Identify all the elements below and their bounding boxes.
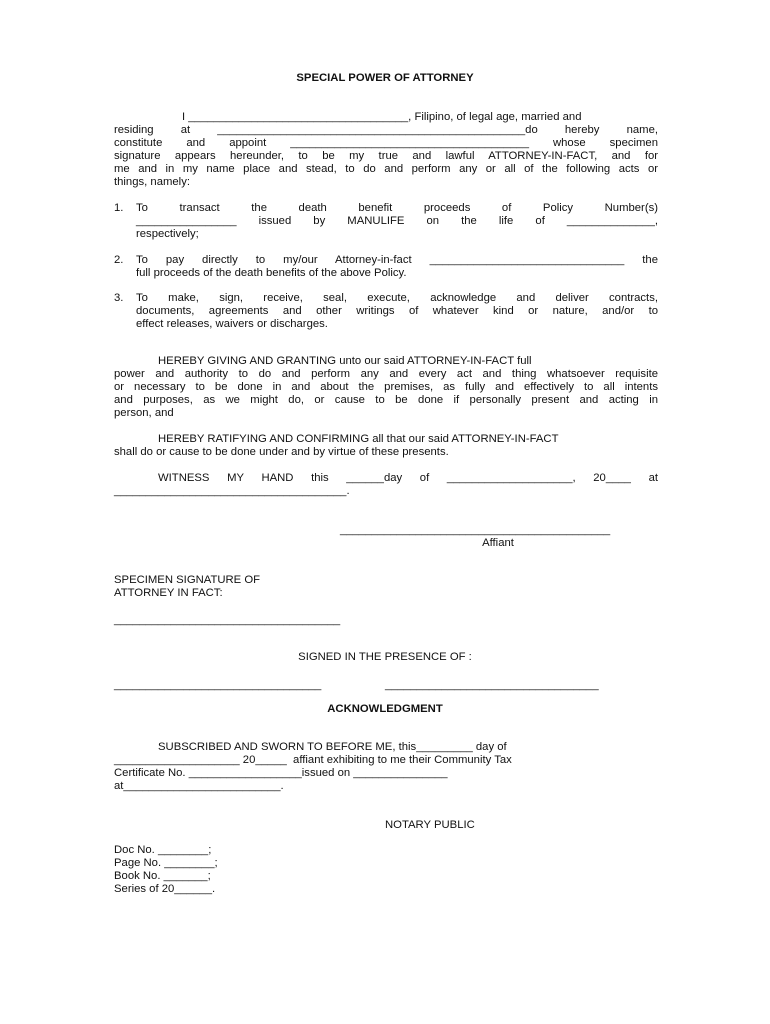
ratifying-line-2: shall do or cause to be done under and by virtue of these presents. xyxy=(114,446,449,458)
specimen-label-1: SPECIMEN SIGNATURE OF xyxy=(114,574,261,586)
document-title: SPECIAL POWER OF ATTORNEY xyxy=(296,72,474,84)
witness-signature-line-left: _________________________________ xyxy=(114,679,322,691)
intro-line-5: me and in my name place and stead, to do and perform any or all of the following acts or xyxy=(114,162,658,175)
item-2-line-2: full proceeds of the death benefits of the above Policy. xyxy=(136,266,407,279)
ack-line-3: Certificate No. __________________issued on _______________ xyxy=(114,767,448,779)
granting-line-1: HEREBY GIVING AND GRANTING unto our said ATTORNEY-IN-FACT full xyxy=(158,355,532,367)
ratifying-line-1: HEREBY RATIFYING AND CONFIRMING all that our said ATTORNEY-IN-FACT xyxy=(158,433,559,445)
intro-line-2: residing at _________________________________________________do hereby name, xyxy=(114,124,658,136)
granting-line-5: person, and xyxy=(114,406,174,419)
item-2-line-1: To pay directly to my/our Attorney-in-fact _______________________________ the xyxy=(136,254,658,266)
granting-line-4: and purposes, as we might do, or cause to be done if personally present and acting in xyxy=(114,393,658,406)
witness-line-2: _____________________________________. xyxy=(114,485,350,497)
doc-number: Doc No. ________; xyxy=(114,844,212,856)
item-1-line-3: respectively; xyxy=(136,227,199,240)
list-item xyxy=(136,202,658,241)
intro-line-1: I ___________________________________, Filipino, of legal age, married and xyxy=(182,111,582,123)
granting-line-2: power and authority to do and perform any and every act and thing whatsoever requisite xyxy=(114,368,658,380)
notary-public-label: NOTARY PUBLIC xyxy=(385,819,475,831)
intro-paragraph xyxy=(114,124,658,189)
granting-line-3: or necessary to be done in and about the premises, as fully and effectively to all intents xyxy=(114,380,658,393)
witness-signature-line-right: __________________________________ xyxy=(385,679,599,691)
series-year: Series of 20______. xyxy=(114,883,216,895)
intro-line-3: constitute and appoint ______________________________________ whose specimen xyxy=(114,136,658,149)
item-1-line-2: ________________ issued by MANULIFE on the life of ______________, xyxy=(136,214,658,227)
item-number: 3. xyxy=(114,292,124,304)
item-3-line-1: To make, sign, receive, seal, execute, acknowledge and deliver contracts, xyxy=(136,292,658,304)
item-3-line-2: documents, agreements and other writings of whatever kind or nature, and/or to xyxy=(136,304,658,317)
item-number: 1. xyxy=(114,202,124,214)
acknowledgment-title: ACKNOWLEDGMENT xyxy=(327,703,443,715)
specimen-signature-line: ____________________________________ xyxy=(114,614,341,626)
item-number: 2. xyxy=(114,254,124,266)
page-number: Page No. ________; xyxy=(114,857,218,869)
item-1-line-1: To transact the death benefit proceeds of Policy Number(s) xyxy=(136,202,658,214)
list-item xyxy=(136,292,658,331)
affiant-signature-line: ___________________________________________ xyxy=(340,524,611,536)
affiant-label: Affiant xyxy=(482,537,514,549)
specimen-label-2: ATTORNEY IN FACT: xyxy=(114,587,223,599)
ack-line-4: at_________________________. xyxy=(114,780,284,792)
list-item xyxy=(136,254,658,280)
ack-line-1: SUBSCRIBED AND SWORN TO BEFORE ME, this_________ day of xyxy=(158,741,507,753)
presence-label: SIGNED IN THE PRESENCE OF : xyxy=(298,651,472,663)
ack-line-2: ____________________ 20_____ affiant exhibiting to me their Community Tax xyxy=(114,754,512,766)
granting-paragraph xyxy=(114,368,658,420)
item-3-line-3: effect releases, waivers or discharges. xyxy=(136,317,328,330)
intro-line-6: things, namely: xyxy=(114,175,190,188)
witness-line-1: WITNESS MY HAND this ______day of ____________________, 20____ at xyxy=(158,472,658,484)
intro-line-4: signature appears hereunder, to be my true and lawful ATTORNEY-IN-FACT, and for xyxy=(114,149,658,162)
book-number: Book No. _______; xyxy=(114,870,211,882)
